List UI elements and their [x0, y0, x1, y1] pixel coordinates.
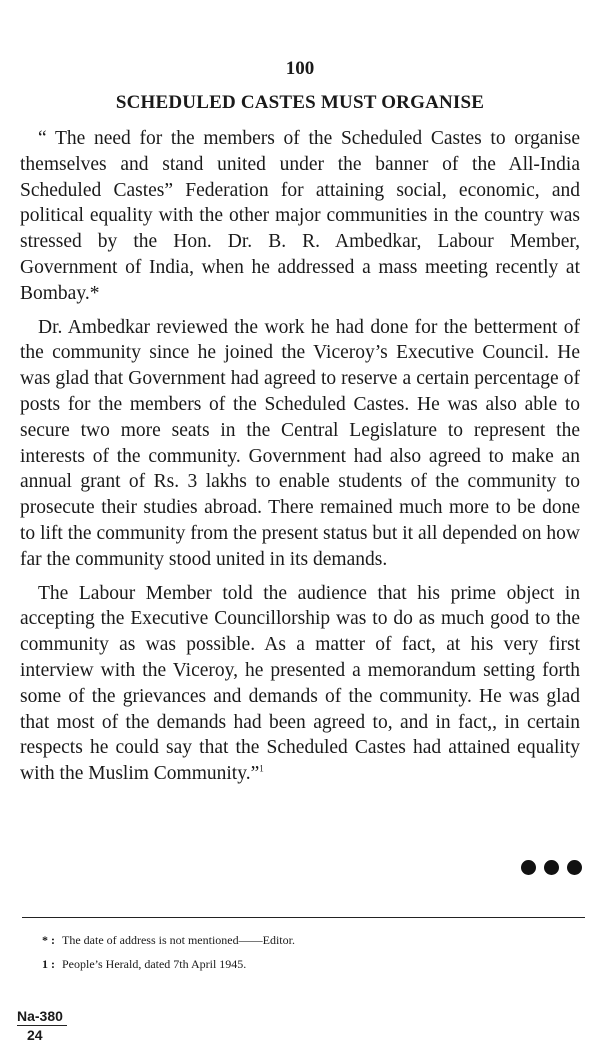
- print-signature: [17, 1008, 67, 1043]
- footnotes: [42, 928, 562, 976]
- footnote-item: [42, 952, 562, 976]
- footnote-reference: 1: [259, 763, 264, 774]
- article-body: [20, 126, 580, 795]
- footnote-item: [42, 928, 562, 952]
- section-end-dots-icon: [521, 860, 582, 875]
- print-sheet-number: 24: [27, 1027, 43, 1043]
- page-number: 100: [285, 58, 315, 79]
- print-code: Na-380: [17, 1008, 63, 1024]
- dot-icon: [567, 860, 582, 875]
- paragraph-1: “ The need for the members of the Scheduled Castes to organise themselves and stand united under the banner of the All-India Scheduled Castes” Federation for attaining social, economic, and political equality with the other major communities in the country was stressed by the Hon. Dr. B. R. Ambedkar, Labour Member, Government of India, when he addressed a mass meeting recently at Bombay.*: [20, 128, 580, 304]
- footnote-text: The date of address is not mentioned——Editor.: [62, 933, 295, 947]
- print-code-divider: [17, 1025, 67, 1026]
- footnote-divider: [22, 917, 585, 918]
- footnote-text: People’s Herald, dated 7th April 1945.: [62, 957, 247, 971]
- paragraph-2: Dr. Ambedkar reviewed the work he had done for the betterment of the community since he joined the Viceroy’s Executive Council. He was glad that Government had agreed to reserve a certain percentage of posts for the members of the Scheduled Castes. He was also able to secure two more seats in the Central Legislature to represent the interests of the community. Government had also agreed to make an annual grant of Rs. 3 lakhs to enable students of the community to prosecute their studies abroad. There remained much more to be done to lift the community from the present status but it all depended on how far the community stood united in its demands.: [20, 316, 580, 570]
- dot-icon: [521, 860, 536, 875]
- footnote-mark: 1 :: [42, 957, 55, 971]
- paragraph-3-text: The Labour Member told the audience that his prime object in accepting the Executive Councillorship was to do as much good to the community as was possible. As a matter of fact, at his very first interview with the Viceroy, he presented a memorandum setting forth some of the grievances and demands of the community. He was glad that most of the demands had been agreed to, and in fact,, in certain respects he could say that the Scheduled Castes had attained equality with the Muslim Community.”: [20, 582, 580, 785]
- dot-icon: [544, 860, 559, 875]
- paragraph-3: [20, 581, 580, 787]
- footnote-mark: * :: [42, 933, 55, 947]
- article-title: SCHEDULED CASTES MUST ORGANISE: [115, 92, 485, 113]
